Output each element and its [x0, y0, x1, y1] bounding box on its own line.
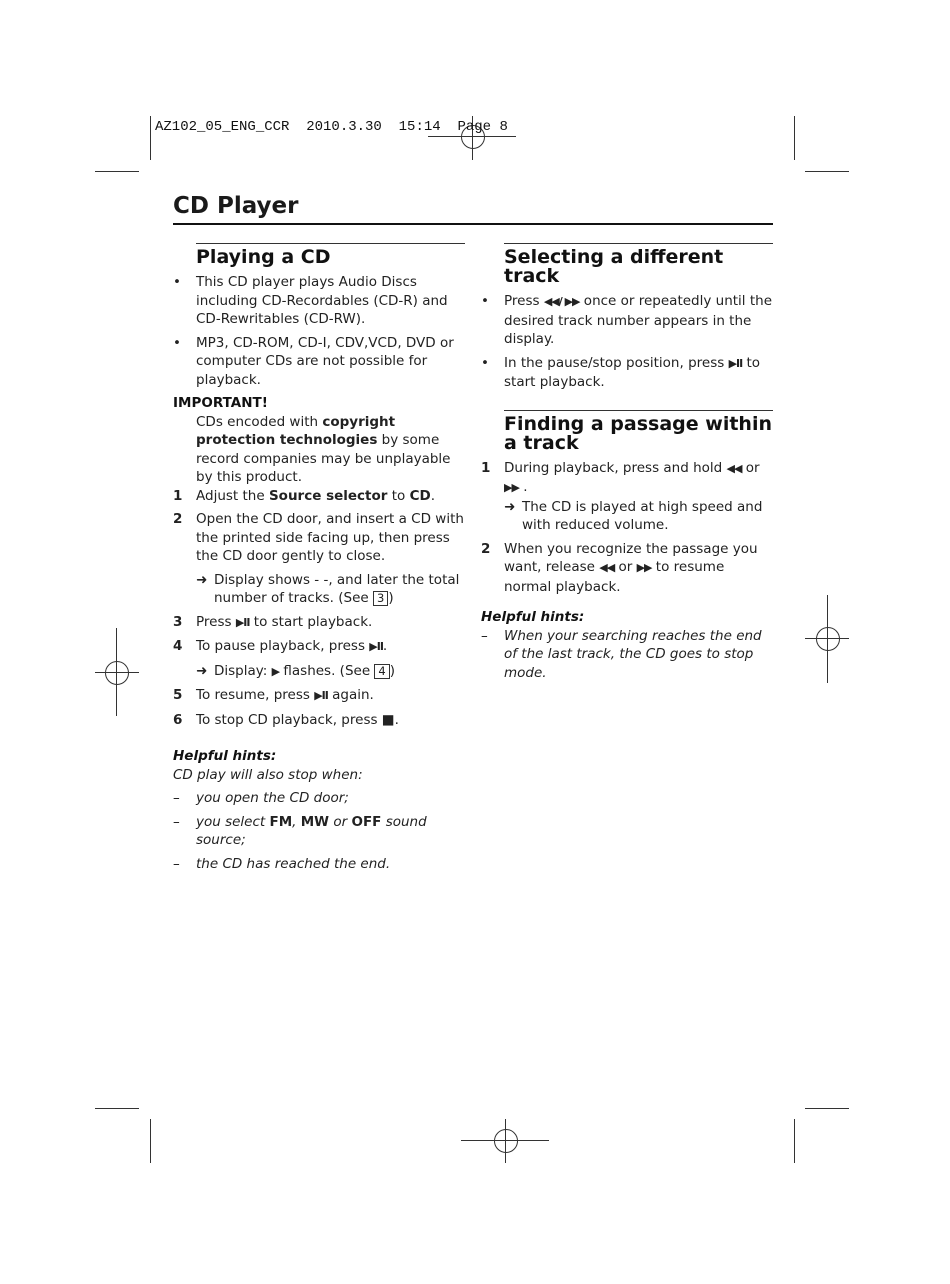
figure-ref: 4	[374, 664, 389, 679]
step-2-result: ➜ Display shows - -, and later the total number of tracks. (See 3 )	[196, 571, 460, 606]
bullet: •	[173, 334, 181, 351]
page-title: CD Player	[173, 193, 299, 219]
section-heading-selecting: Selecting a different track	[504, 246, 724, 287]
stop-icon: ■	[381, 711, 395, 728]
list-item	[173, 273, 465, 329]
step-6: 6 To stop CD playback, press ■.	[173, 711, 399, 728]
crop-mark	[95, 171, 139, 172]
crop-mark	[805, 171, 849, 172]
display-dashes: - -	[314, 571, 329, 588]
next-icon: ▶▶	[636, 561, 652, 574]
print-slug: AZ102_05_ENG_CCR 2010.3.30 15:14 Page 8	[155, 119, 508, 135]
helpful-hints-heading: Helpful hints:	[173, 748, 277, 764]
hint-item: – you open the CD door;	[173, 790, 349, 806]
arrow-icon: ➜	[196, 662, 208, 679]
skip-icon: ◀◀/ ▶▶	[543, 295, 580, 308]
step-4-result: ➜ Display: ▶ flashes. (See 4 )	[196, 662, 396, 679]
important-text: CDs encoded with copyright protection technologies by some record companies may be unplayable by this product.	[196, 413, 451, 485]
crop-mark	[150, 116, 151, 160]
crop-mark	[95, 1108, 139, 1109]
step-4: 4 To pause playback, press ▶II.	[173, 638, 388, 654]
crop-mark	[794, 116, 795, 160]
previous-icon: ◀◀	[599, 561, 615, 574]
step-1: 1 Adjust the Source selector to CD.	[173, 487, 436, 504]
figure-ref: 3	[373, 591, 388, 606]
list-item	[173, 334, 465, 390]
crop-mark	[805, 1108, 849, 1109]
step-2: 2 Open the CD door, and insert a CD with the printed side facing up, then press the CD door gently to close.	[173, 511, 464, 564]
play-pause-icon: ▶II	[314, 689, 328, 702]
arrow-icon: ➜	[504, 498, 516, 515]
section-heading-finding: Finding a passage within a track	[504, 412, 772, 454]
registration-circle	[816, 627, 840, 651]
play-pause-icon: ▶II	[235, 615, 250, 629]
section-rule	[504, 243, 773, 244]
step-1-result: ➜ The CD is played at high speed and with reduced volume.	[504, 498, 763, 533]
right-column	[481, 243, 773, 687]
step-2: 2 When you recognize the passage you want, release ◀◀ or ▶▶ to resume normal playback.	[481, 540, 758, 595]
hint-item: – When your searching reaches the end of the last track, the CD goes to stop mode.	[481, 627, 762, 681]
arrow-icon: ➜	[196, 571, 208, 588]
hint-item: – the CD has reached the end.	[173, 855, 391, 872]
bullet-text: This CD player plays Audio Discs including CD-Recordables (CD-R) and CD-Rewritables (CD-RW).	[196, 274, 448, 327]
section-heading-playing: Playing a CD	[196, 246, 331, 268]
left-column	[173, 243, 465, 878]
hints-intro: CD play will also stop when:	[173, 766, 363, 783]
previous-icon: ◀◀	[726, 461, 742, 475]
title-rule	[173, 223, 773, 225]
step-5: 5 To resume, press ▶II again.	[173, 687, 374, 703]
play-icon: ▶	[271, 664, 280, 678]
step-1: 1 During playback, press and hold ◀◀ or ▶▶ .	[481, 459, 760, 495]
list-item: • Press ◀◀/ ▶▶ once or repeatedly until the desired track number appears in the display.	[481, 293, 773, 347]
hint-item: – you select FM, MW or OFF sound source;	[173, 813, 427, 848]
helpful-hints-heading: Helpful hints:	[481, 609, 585, 625]
play-pause-icon: ▶II	[728, 356, 743, 370]
bullet-text: MP3, CD-ROM, CD-I, CDV,VCD, DVD or computer CDs are not possible for playback.	[196, 334, 454, 388]
bullet: •	[481, 354, 489, 371]
registration-circle	[494, 1129, 518, 1153]
important-label: IMPORTANT!	[173, 395, 268, 411]
crop-mark	[150, 1119, 151, 1163]
bullet: •	[481, 293, 489, 309]
bullet: •	[173, 274, 181, 290]
registration-circle	[105, 661, 129, 685]
play-pause-icon: ▶II	[369, 640, 383, 653]
section-rule	[504, 410, 773, 411]
step-3: 3 Press ▶II to start playback.	[173, 613, 373, 630]
section-rule	[196, 243, 465, 244]
list-item: • In the pause/stop position, press ▶II to start playback.	[481, 354, 761, 390]
crop-mark	[794, 1119, 795, 1163]
next-icon: ▶▶	[504, 481, 519, 494]
